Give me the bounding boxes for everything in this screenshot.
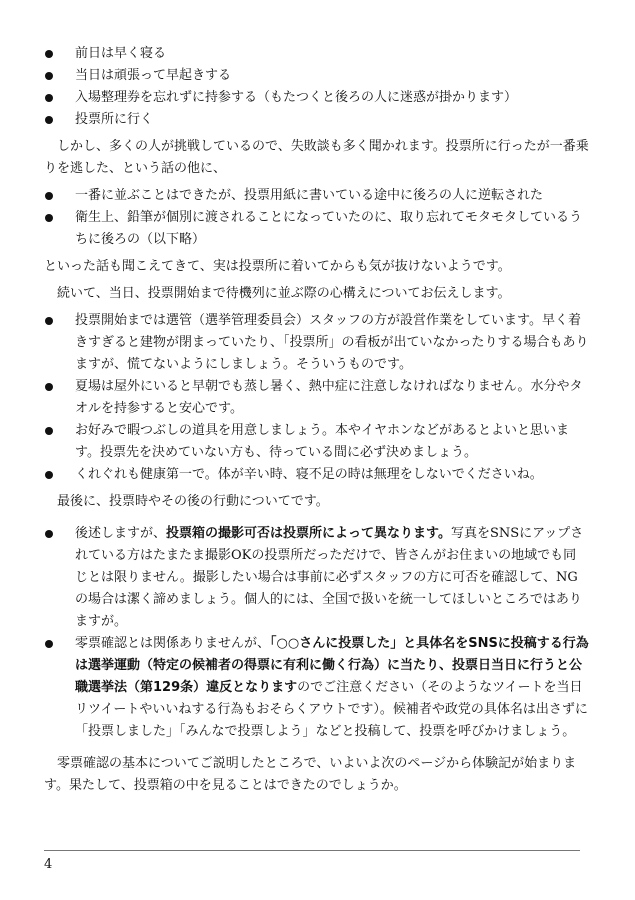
paragraph: 最後に、投票時やその後の行動についてです。 [57,494,329,509]
list-item: 入場整理券を忘れずに持参する（もたつくと後ろの人に迷惑が掛かります） [44,87,589,109]
list-item: 衛生上、鉛筆が個別に渡されることになっていたのに、取り忘れてモタモタしているうちに後ろの（以下略） [44,207,589,251]
list-item [44,633,589,743]
paragraph: といった話も聞こえてきて、実は投票所に着いてからも気が抜けないようです。 [44,259,511,274]
list-item: 前日は早く寝る [44,43,589,65]
list-item: くれぐれも健康第一で。体が辛い時、寝不足の時は無理をしないでくださいね。 [44,464,589,486]
page-content [44,43,589,797]
paragraph: 零票確認の基本についてご説明したところで、いよいよ次のページから体験記が始まります。果たして、投票箱の中を見ることはできたのでしょうか。 [44,756,577,793]
footer-divider [44,850,580,851]
text-span: 後述しますが、 [75,526,167,541]
page-number: 4 [44,857,53,872]
paragraph: 続いて、当日、投票開始まで待機列に並ぶ際の心構えについてお伝えします。 [57,286,511,301]
list-item: 当日は頑張って早起きする [44,65,589,87]
paragraph: しかし、多くの人が挑戦しているので、失敗談も多く聞かれます。投票所に行ったが一番乗りを逃した、という話の他に、 [44,139,589,176]
failure-list [44,185,589,251]
text-span: 写真をSNSにアップされている方はたまたま撮影OKの投票所だっただけで、皆さんがお住まいの地域でも同じとは限りません。撮影したい場合は事前に必ずスタッフの方に可否を確認して、NGの場合は潔く諦めましょう。個人的には、全国で扱いを統一してほしいところではありますが。 [75,526,584,629]
list-item: お好みで暇つぶしの道具を用意しましょう。本やイヤホンなどがあるとよいと思います。投票先を決めていない方も、待っている間に必ず決めましょう。 [44,420,589,464]
list-item: 一番に並ぶことはできたが、投票用紙に書いている途中に後ろの人に逆転された [44,185,589,207]
text-span: 零票確認とは関係ありませんが、 [75,636,271,651]
list-item: 投票所に行く [44,109,589,131]
bold-text: 投票箱の撮影可否は投票所によって異なります。 [166,526,451,541]
preparation-list [44,43,589,131]
list-item [44,523,589,633]
voting-behavior-list [44,523,589,743]
text-span: のでご注意ください（そのようなツイートを当日リツイートやいいねする行為もおそらくアウトです）。候補者や政党の具体名は出さずに「投票しました」「みんなで投票しよう」などと投稿して、投票を呼びかけましょう。 [75,680,588,739]
list-item: 夏場は屋外にいると早朝でも蒸し暑く、熱中症に注意しなければなりません。水分やタオルを持参すると安心です。 [44,376,589,420]
waiting-tips-list [44,310,589,486]
bold-text: 「○○さんに投票した」と具体名をSNSに投稿する行為は選挙運動（特定の候補者の得票に有利に働く行為）に当たり、投票日当日に行うと公職選挙法（第129条）違反となります [75,636,589,695]
list-item: 投票開始までは選管（選挙管理委員会）スタッフの方が設営作業をしています。早く着きすぎると建物が閉まっていたり、「投票所」の看板が出ていなかったりする場合もありますが、慌てないようにしましょう。そういうものです。 [44,310,589,376]
